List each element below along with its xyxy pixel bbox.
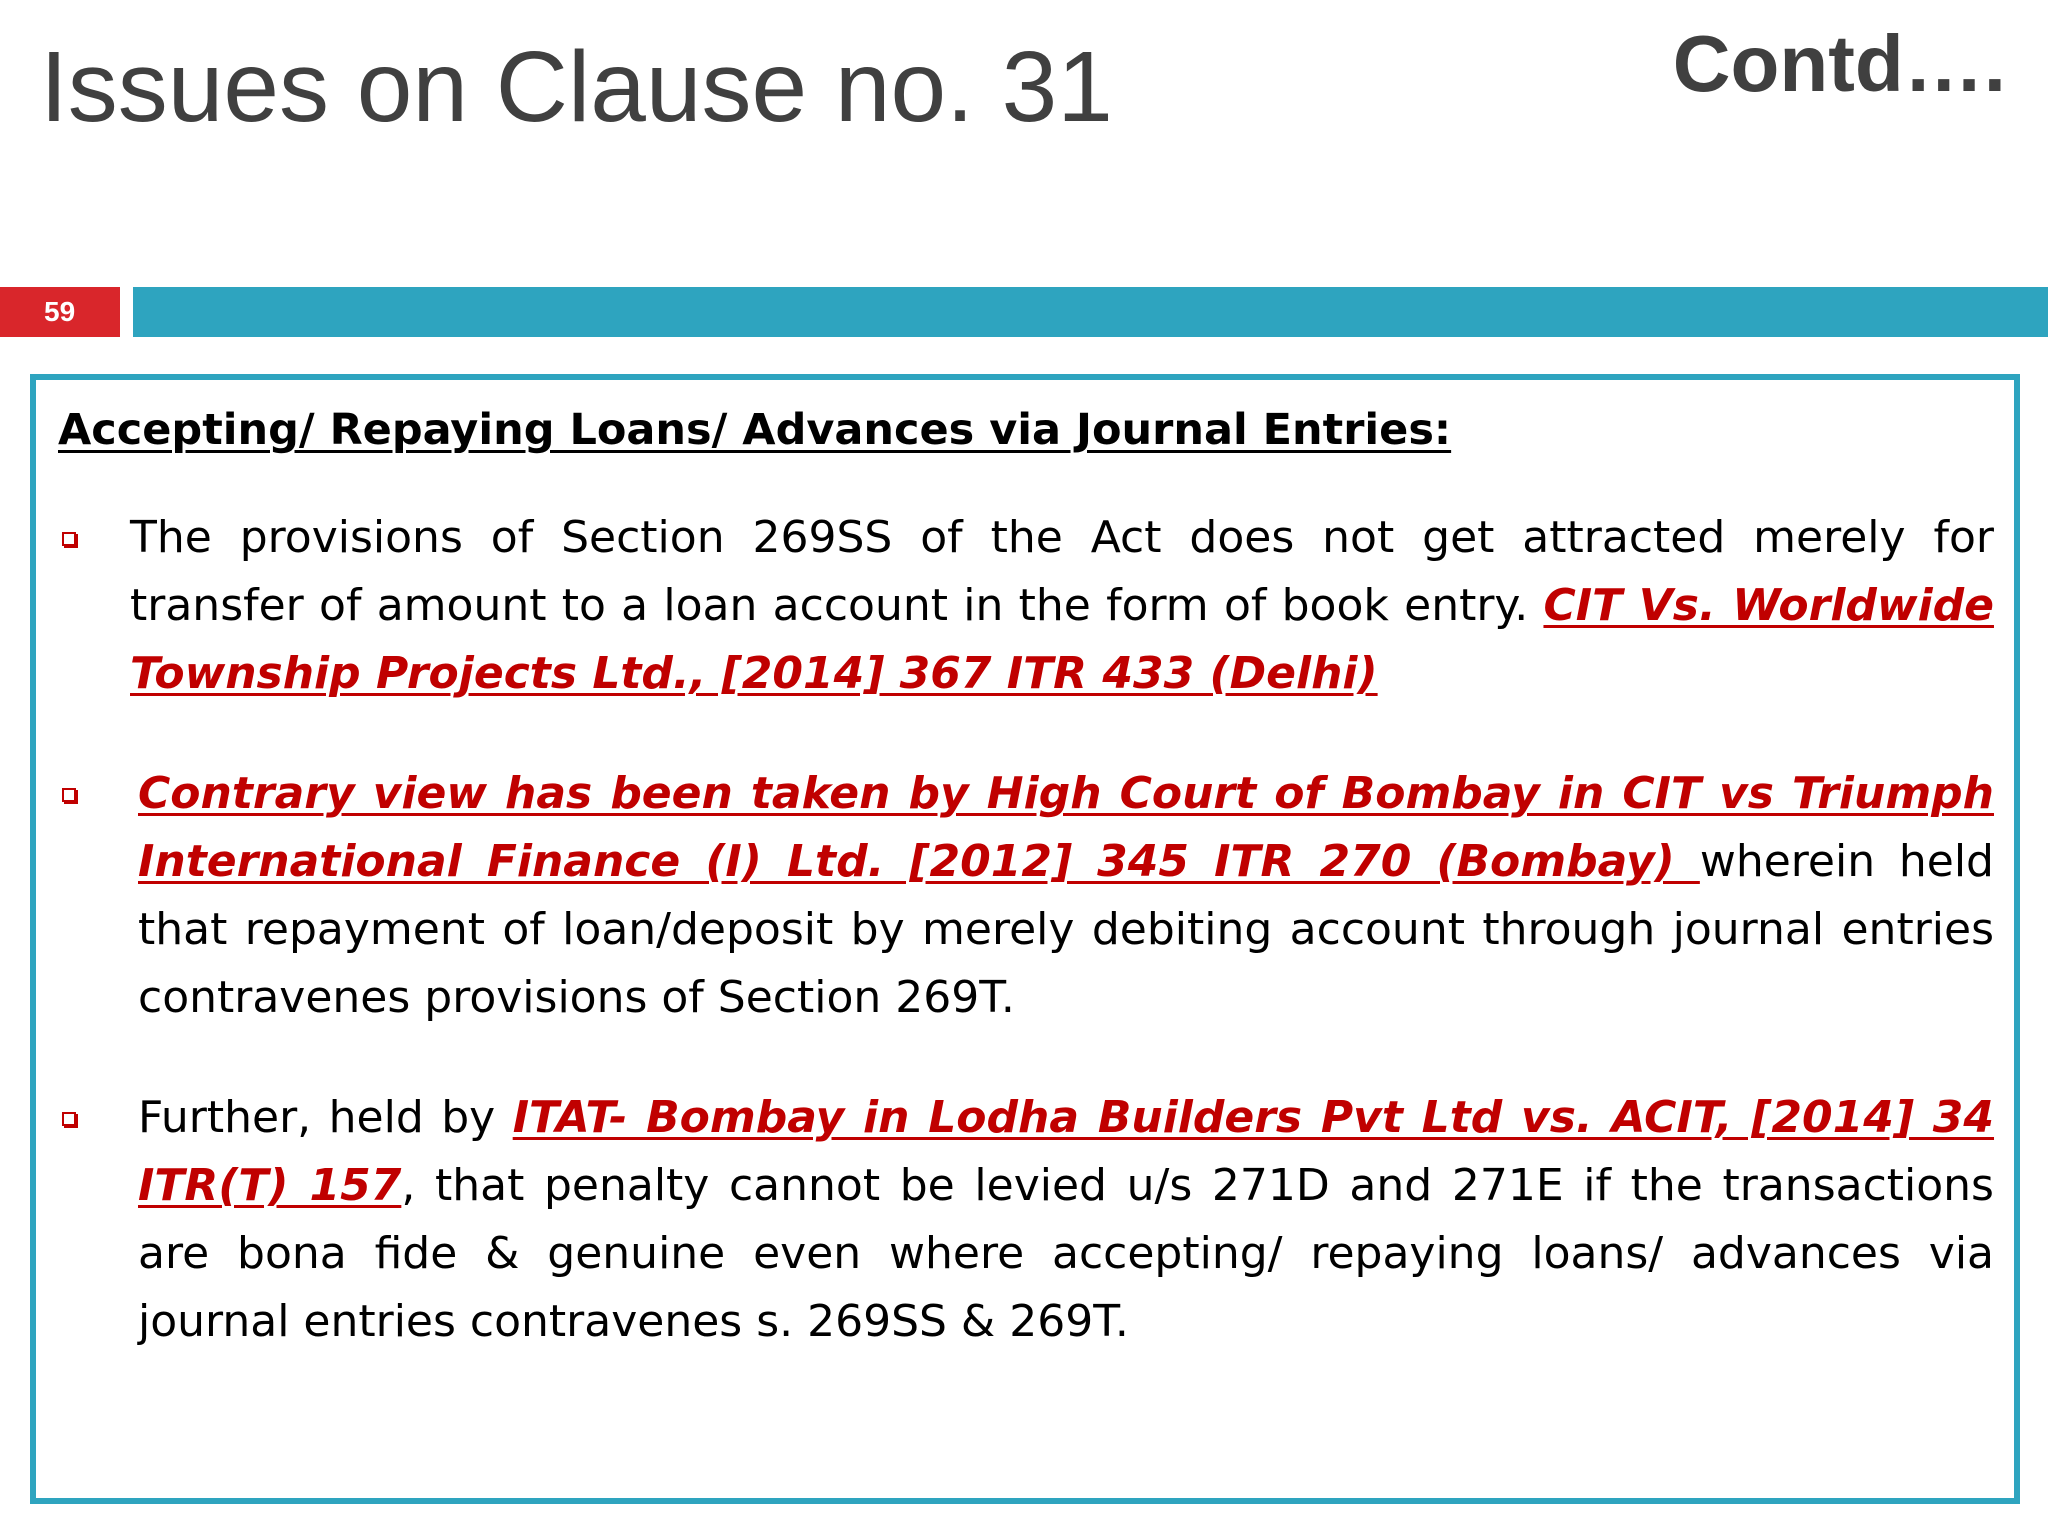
contd-label: Contd…. [1672,19,2006,108]
case-citation: ITAT- Bombay in Lodha Builders Pvt Ltd vs. ACIT, [2014] 34 ITR(T) 157 [138,1092,1995,1212]
bullet-text: The provisions of Section 269SS of the Act does not get attracted merely for transfer of amount to a loan account in the form of book entry. [130,512,1994,632]
bullet-text: Further, held by [138,1092,513,1144]
case-citation: Contrary view has been taken by High Court of Bombay in CIT vs Triumph International Finance (I) Ltd. [2012] 345 ITR 270 (Bombay) [138,768,1994,888]
slide-title: Issues on Clause no. 31 [40,31,1113,143]
square-bullet-icon [62,532,76,546]
bullet-text: wherein held that repayment of loan/deposit by merely debiting account through journal entries contravenes provisions of Section 269T. [138,836,1994,1024]
square-bullet-icon [62,1112,76,1126]
bullet-item [58,760,1994,1032]
section-heading: Accepting/ Repaying Loans/ Advances via Journal Entries: [58,405,1452,455]
page-number: 59 [0,287,120,337]
bullet-text: , that penalty cannot be levied u/s 271D and 271E if the transactions are bona fide & genuine even where accepting/ repaying loans/ advances via journal entries contravenes s. 269SS & 269T. [138,1160,1994,1348]
square-bullet-icon [62,788,76,802]
bullet-item [58,1084,1994,1356]
header-divider-band [133,287,2048,337]
bullet-item [58,504,1994,708]
case-citation: CIT Vs. Worldwide Township Projects Ltd., [2014] 367 ITR 433 (Delhi) [130,580,1994,700]
content-box [30,374,2020,1504]
